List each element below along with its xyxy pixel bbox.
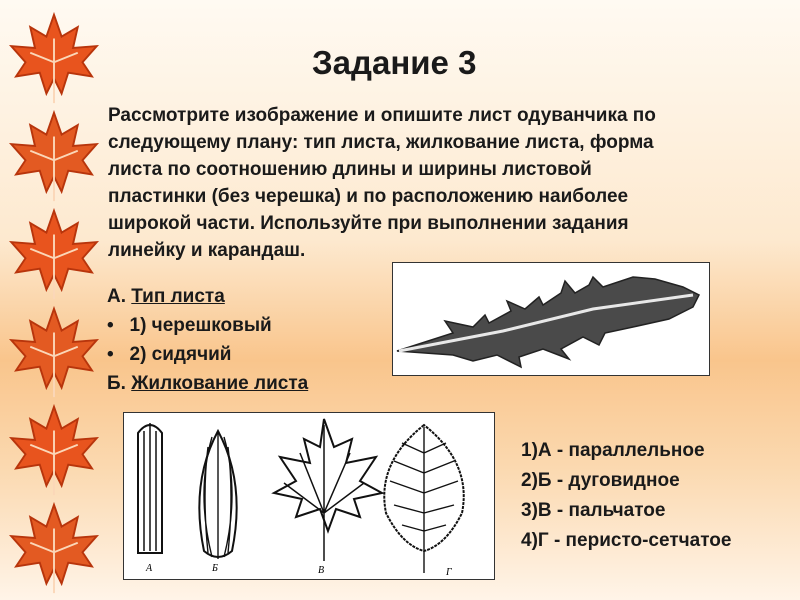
list-item-text: 2) сидячий: [129, 344, 232, 365]
task-line: листа по соотношению длины и ширины листовой: [108, 159, 592, 180]
task-line: широкой части. Используйте при выполнении задания: [108, 213, 629, 234]
slide-title: Задание 3: [312, 44, 477, 81]
answer-option: 4)Г - перисто-сетчатое: [521, 530, 732, 551]
list-item: [107, 344, 231, 366]
section-a-prefix: А.: [107, 286, 132, 307]
section-a-heading: [107, 286, 225, 308]
figure-label: Г: [446, 567, 452, 578]
task-line: следующему плану: тип листа, жилкование листа, форма: [108, 132, 654, 153]
maple-leaf-icon: [4, 10, 104, 105]
maple-leaf-icon: [4, 108, 104, 203]
section-a-label: Тип листа: [131, 286, 225, 307]
task-line: линейку и карандаш.: [108, 240, 306, 261]
maple-leaf-icon: [4, 500, 104, 595]
answer-option: 2)Б - дуговидное: [521, 470, 680, 491]
answer-option: 3)В - пальчатое: [521, 500, 666, 521]
bullet-icon: •: [107, 315, 114, 336]
task-text: [108, 102, 738, 264]
task-line: Рассмотрите изображение и опишите лист одуванчика по: [108, 105, 656, 126]
task-line: пластинки (без черешка) и по расположению наиболее: [108, 186, 629, 207]
pinnate-venation-icon: [384, 425, 463, 573]
answer-option: 1)А - параллельное: [521, 440, 705, 461]
section-b-prefix: Б.: [107, 373, 132, 394]
venation-figure: [123, 412, 495, 580]
maple-leaf-icon: [4, 304, 104, 399]
figure-label: В: [318, 565, 325, 576]
dandelion-leaf-image: [392, 262, 710, 376]
section-b-heading: [107, 373, 308, 395]
bullet-icon: •: [107, 344, 114, 365]
dandelion-leaf-icon: [393, 263, 709, 375]
maple-leaf-icon: [4, 206, 104, 301]
maple-leaf-icon: [4, 402, 104, 497]
parallel-venation-icon: [138, 423, 162, 553]
figure-label: Б: [212, 563, 218, 574]
section-b-label: Жилкование листа: [131, 373, 309, 394]
figure-label: А: [146, 563, 153, 574]
arcuate-venation-icon: [199, 431, 236, 559]
maple-leaf-column: [0, 0, 110, 600]
list-item: [107, 315, 272, 337]
list-item-text: 1) черешковый: [129, 315, 272, 336]
palmate-venation-icon: [274, 419, 382, 561]
